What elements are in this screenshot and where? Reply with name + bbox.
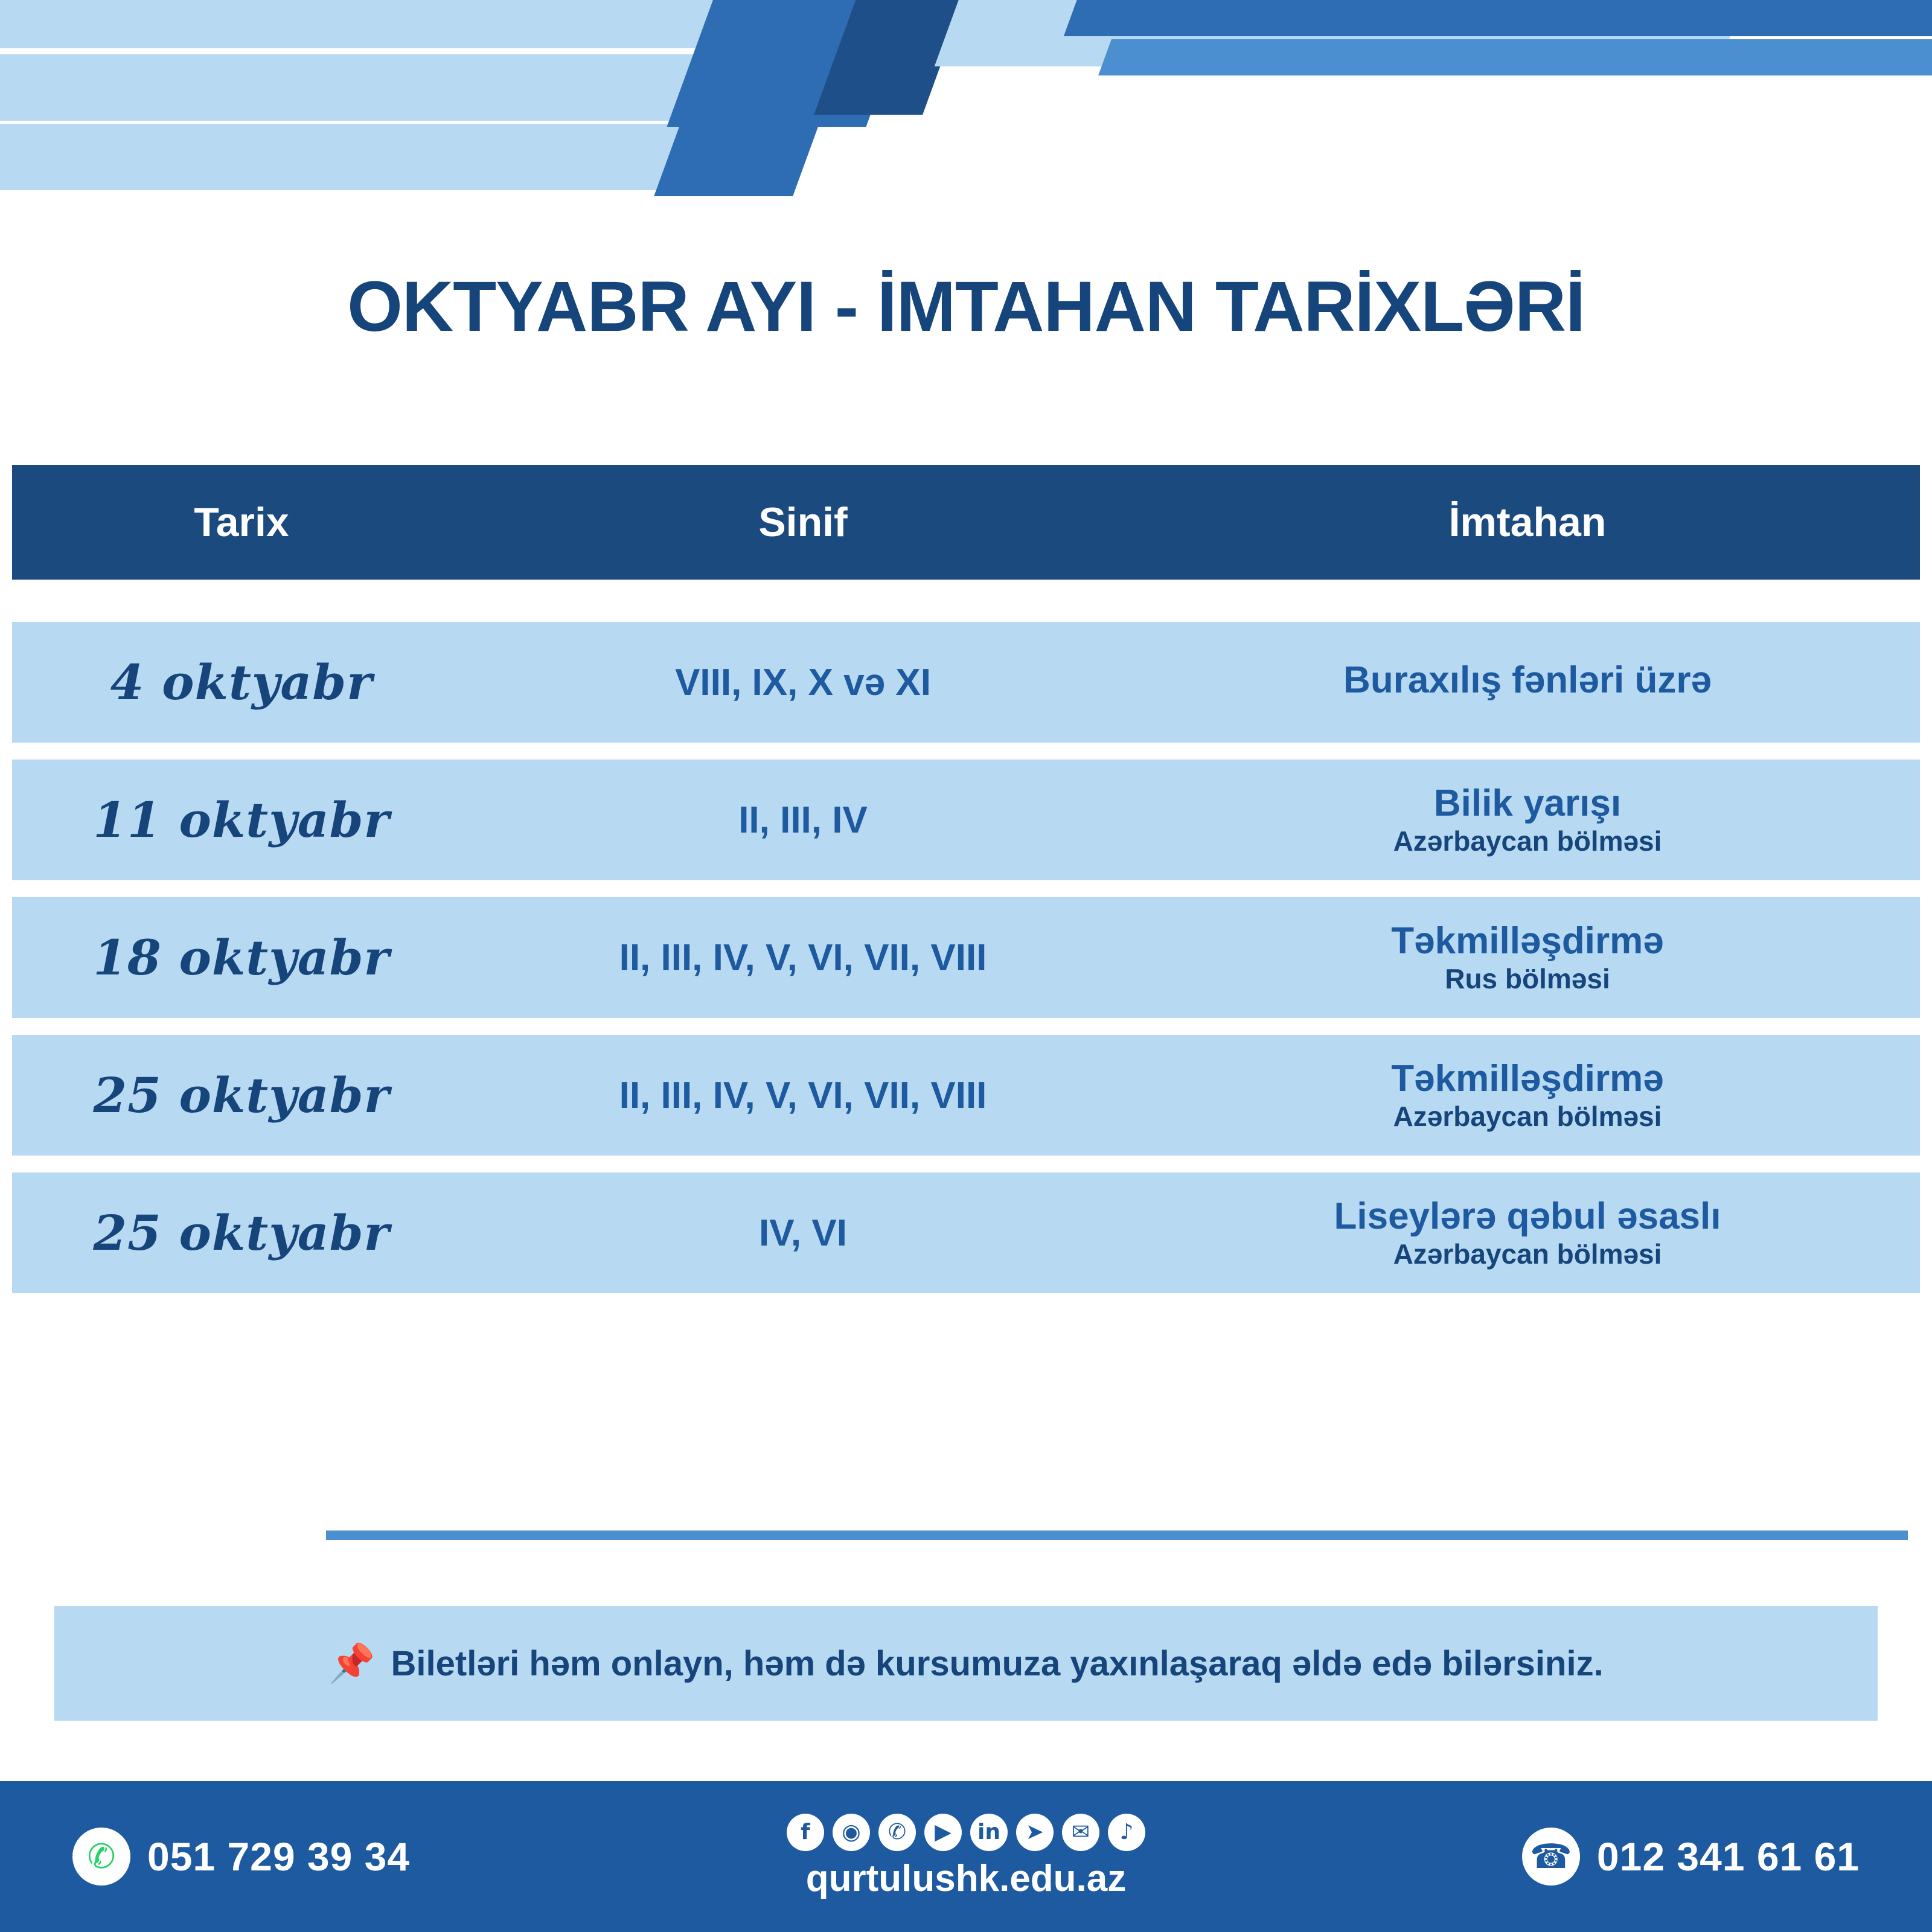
cell-exam [1135,1197,1920,1268]
column-header-class: Sinif [758,499,848,545]
table-row [12,1035,1920,1156]
pin-icon: 📌 [328,1642,376,1684]
table-row [12,622,1920,743]
decor-stripe-light-3 [0,124,724,190]
table-body [12,622,1920,1293]
decor-stripe-light-2 [0,54,785,121]
decor-stripe-blue-top [1064,0,1932,36]
footer-phone-contact[interactable] [1522,1828,1860,1886]
page-title: OKTYABR AYI - İMTAHAN TARİXLƏRİ [347,267,1585,347]
website-url[interactable]: qurtulushk.edu.az [805,1857,1127,1899]
table-row [12,760,1920,880]
cell-exam-main: Liseylərə qəbul əsaslı [1334,1195,1721,1238]
email-icon[interactable]: ✉ [1062,1814,1099,1851]
exam-schedule-table [12,465,1920,1310]
cell-exam-main: Təkmilləşdirmə [1391,1058,1664,1100]
footer [0,1781,1932,1932]
cell-exam-main: Bilik yarışı [1433,782,1622,825]
facebook-icon[interactable]: f [787,1814,824,1851]
table-row [12,897,1920,1018]
cell-class: II, III, IV, V, VI, VII, VIII [619,1074,987,1116]
top-decoration [0,0,1932,217]
cell-date: 4 oktyabr [110,654,373,711]
cell-date: 25 oktyabr [93,1204,390,1261]
cell-class: IV, VI [759,1212,847,1254]
column-header-date: Tarix [194,499,289,545]
cell-exam-sub: Azərbaycan bölməsi [1393,1101,1662,1133]
instagram-icon[interactable]: ◉ [833,1814,870,1851]
cell-exam-main: Təkmilləşdirmə [1391,920,1664,962]
cell-exam-sub: Azərbaycan bölməsi [1393,825,1662,857]
column-header-exam: İmtahan [1448,499,1607,545]
cell-date: 25 oktyabr [93,1067,390,1124]
table-row [12,1172,1920,1293]
linkedin-icon[interactable]: in [970,1814,1008,1851]
phone-icon: ☎ [1522,1828,1580,1886]
cell-exam-main: Buraxılış fənləri üzrə [1343,659,1712,702]
cell-class: II, III, IV [738,799,868,841]
whatsapp-phone-number: 051 729 39 34 [147,1834,411,1879]
whatsapp-icon: ✆ [72,1828,130,1886]
note-text: Biletləri həm onlayn, həm də kursumuza yaxınlaşaraq əldə edə bilərsiniz. [391,1643,1604,1683]
cell-exam [1135,661,1920,703]
decor-stripe-blue-top-2 [1098,39,1932,75]
table-header-row [12,465,1920,580]
cell-class: II, III, IV, V, VI, VII, VIII [619,936,987,979]
note-box [54,1606,1878,1721]
section-divider [326,1531,1908,1540]
cell-exam-sub: Azərbaycan bölməsi [1393,1238,1662,1270]
cell-exam-sub: Rus bölməsi [1445,963,1610,995]
youtube-icon[interactable]: ▶ [924,1814,962,1851]
phone-number: 012 341 61 61 [1596,1834,1860,1879]
cell-exam [1135,1059,1920,1131]
cell-exam [1135,784,1920,856]
cell-date: 11 oktyabr [93,792,390,848]
social-icons-row [787,1814,1145,1851]
cell-exam [1135,921,1920,993]
whatsapp-icon[interactable]: ✆ [878,1814,916,1851]
telegram-icon[interactable]: ➤ [1016,1814,1054,1851]
cell-class: VIII, IX, X və XI [675,661,931,703]
tiktok-icon[interactable]: ♪ [1108,1814,1145,1851]
cell-date: 18 oktyabr [93,929,390,986]
